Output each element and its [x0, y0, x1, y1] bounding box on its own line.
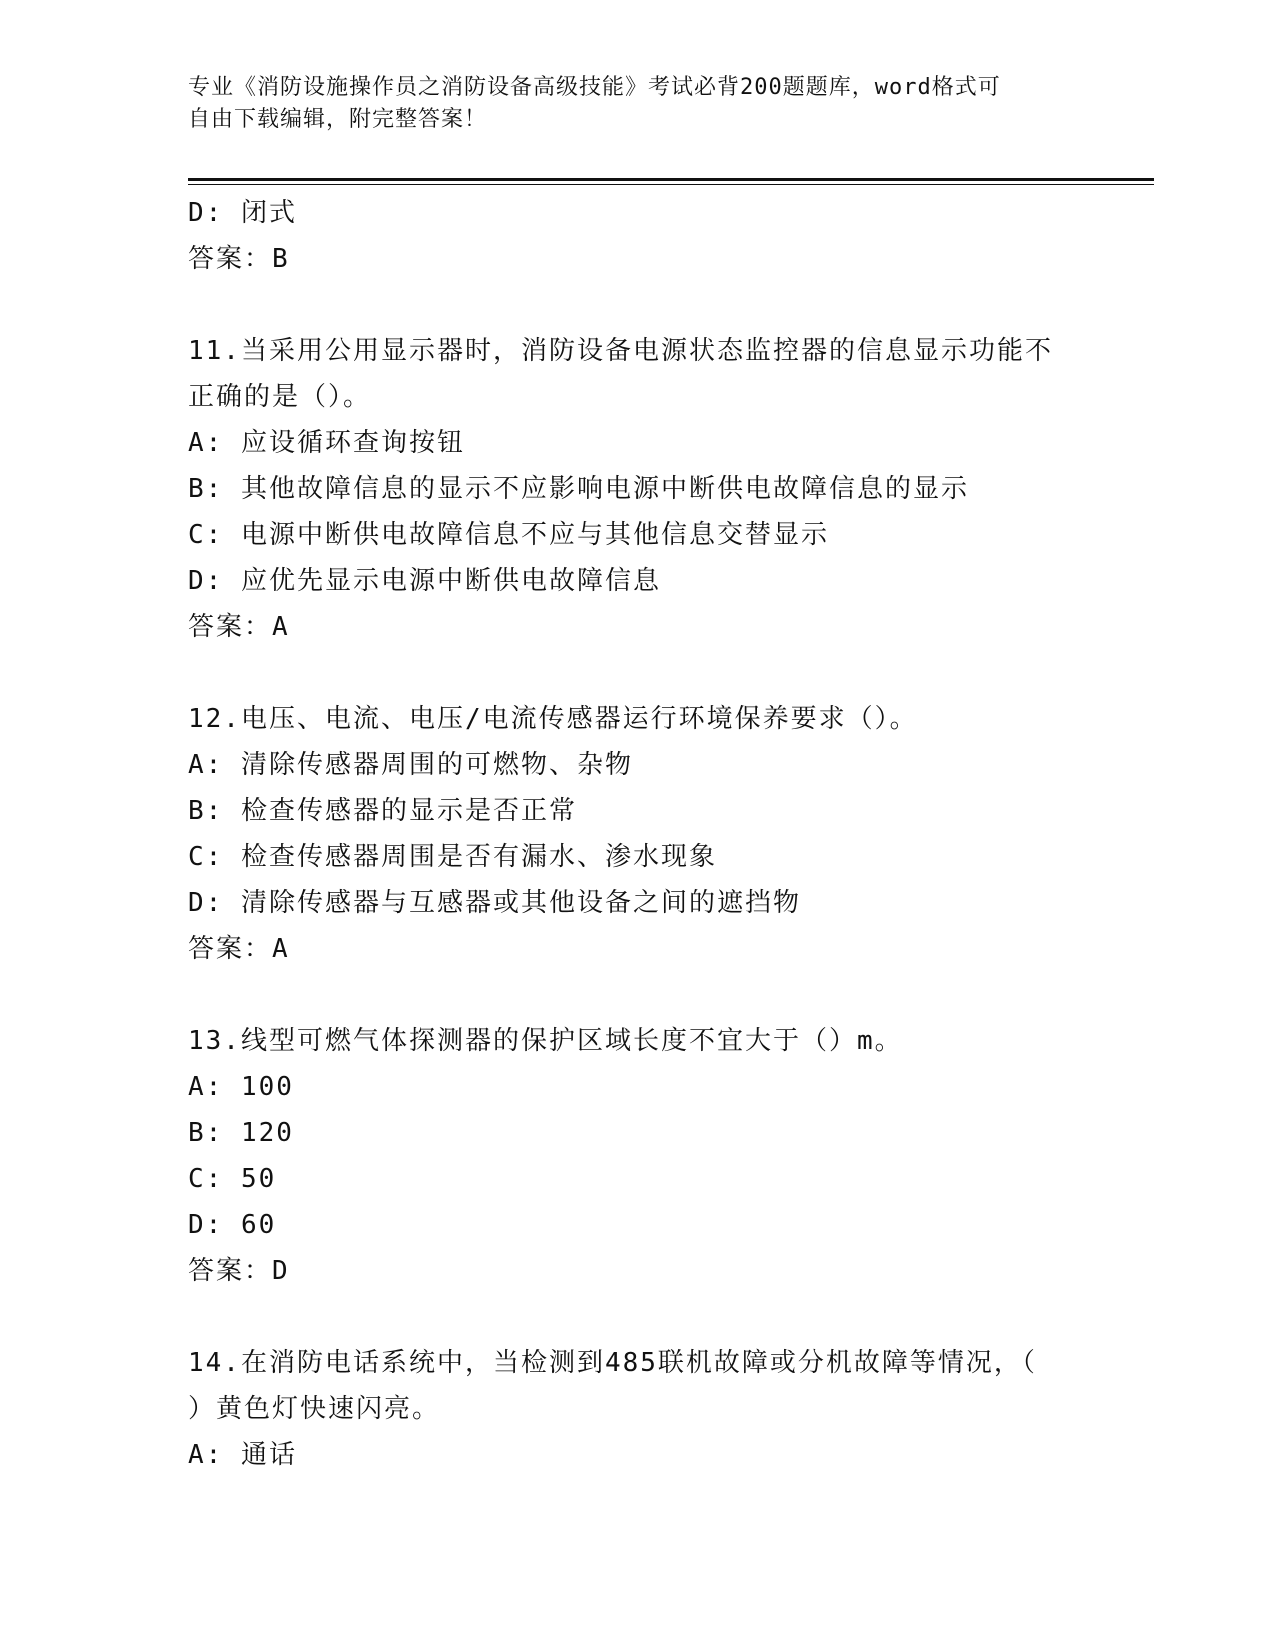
question-stem-continued: ）黄色灯快速闪亮。 [188, 1394, 441, 1424]
option-d: D: 60 [188, 1210, 277, 1240]
spacer [188, 282, 1088, 328]
question-14 [188, 1340, 1088, 1478]
option-a: A: 100 [188, 1072, 294, 1102]
answer-line: 答案：B [188, 244, 290, 274]
option-c: C: 50 [188, 1164, 277, 1194]
header-line-2: 自由下载编辑，附完整答案！ [188, 107, 488, 132]
option-a: A: 清除传感器周围的可燃物、杂物 [188, 750, 633, 780]
option-d: D: 应优先显示电源中断供电故障信息 [188, 566, 661, 596]
question-stem: 14.在消防电话系统中，当检测到485联机故障或分机故障等情况，（ [188, 1348, 1037, 1378]
answer-line: 答案：A [188, 934, 290, 964]
question-stem: 11.当采用公用显示器时，消防设备电源状态监控器的信息显示功能不 [188, 336, 1053, 366]
document-header [188, 72, 1068, 136]
question-content [188, 190, 1088, 1478]
spacer [188, 650, 1088, 696]
question-12 [188, 696, 1088, 972]
question-stem: 12.电压、电流、电压/电流传感器运行环境保养要求（）。 [188, 704, 918, 734]
question-13 [188, 1018, 1088, 1294]
header-divider-thick [188, 178, 1154, 181]
option-b: B: 检查传感器的显示是否正常 [188, 796, 577, 826]
spacer [188, 1294, 1088, 1340]
option-d: D: 闭式 [188, 198, 297, 228]
header-line-1: 专业《消防设施操作员之消防设备高级技能》考试必背200题题库，word格式可 [188, 75, 1001, 100]
option-d: D: 清除传感器与互感器或其他设备之间的遮挡物 [188, 888, 801, 918]
answer-line: 答案：A [188, 612, 290, 642]
option-a: A: 应设循环查询按钮 [188, 428, 465, 458]
header-divider-thin [188, 184, 1154, 185]
answer-line: 答案：D [188, 1256, 290, 1286]
question-11 [188, 328, 1088, 650]
spacer [188, 972, 1088, 1018]
option-b: B: 其他故障信息的显示不应影响电源中断供电故障信息的显示 [188, 474, 969, 504]
option-c: C: 检查传感器周围是否有漏水、渗水现象 [188, 842, 717, 872]
option-b: B: 120 [188, 1118, 294, 1148]
option-c: C: 电源中断供电故障信息不应与其他信息交替显示 [188, 520, 829, 550]
option-a: A: 通话 [188, 1440, 297, 1470]
question-stem-continued: 正确的是（）。 [188, 382, 372, 412]
carryover-block [188, 190, 1088, 282]
question-stem: 13.线型可燃气体探测器的保护区域长度不宜大于（）m。 [188, 1026, 903, 1056]
